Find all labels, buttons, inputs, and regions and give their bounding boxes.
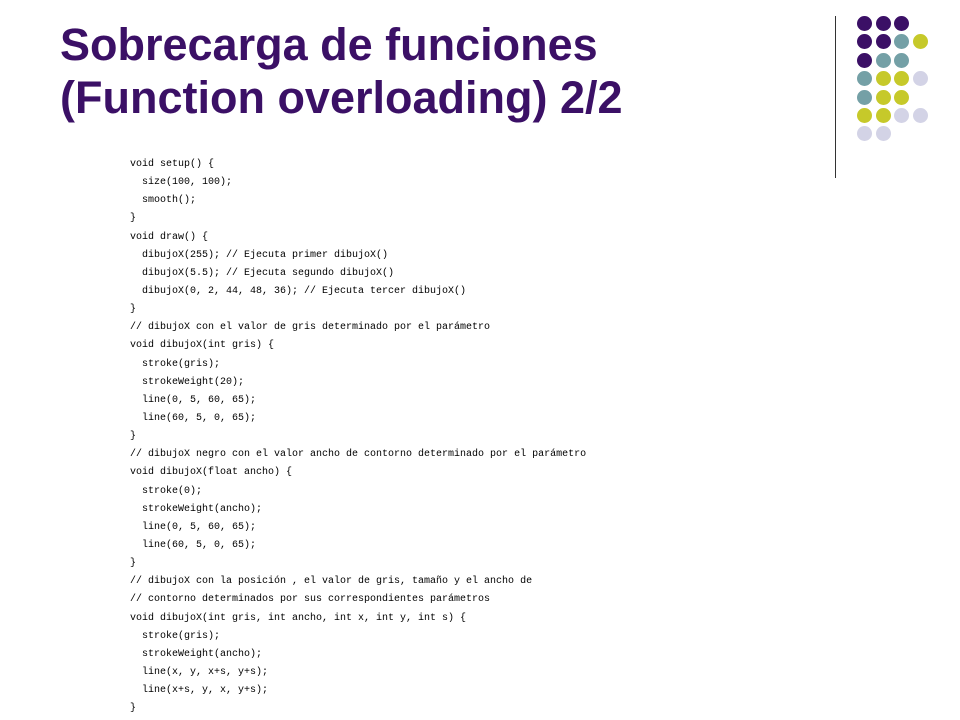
decorative-dot — [913, 108, 928, 123]
code-line: smooth(); — [130, 195, 197, 207]
decorative-dot — [913, 34, 928, 49]
code-line: size(100, 100); — [130, 177, 233, 189]
decorative-dot — [876, 16, 891, 31]
code-line: void dibujoX(int gris) { — [130, 340, 275, 352]
code-line: // dibujoX con la posición , el valor de gris, tamaño y el ancho de — [130, 576, 533, 588]
decorative-dot — [857, 16, 872, 31]
code-listing — [130, 156, 940, 718]
code-line: line(0, 5, 60, 65); — [130, 394, 257, 406]
code-line: void dibujoX(float ancho) { — [130, 467, 293, 479]
decorative-dot — [894, 71, 909, 86]
code-line: // dibujoX con el valor de gris determinado por el parámetro — [130, 322, 491, 334]
decorative-dot — [857, 71, 872, 86]
code-line: } — [130, 703, 137, 715]
code-line: void dibujoX(int gris, int ancho, int x, int y, int s) { — [130, 612, 467, 624]
decorative-dot — [876, 53, 891, 68]
code-line: void draw() { — [130, 231, 209, 243]
code-line: } — [130, 431, 137, 443]
decorative-dot — [894, 16, 909, 31]
code-line: line(60, 5, 0, 65); — [130, 412, 257, 424]
code-line: dibujoX(255); // Ejecuta primer dibujoX() — [130, 249, 389, 261]
code-line: line(60, 5, 0, 65); — [130, 539, 257, 551]
decorative-dot — [857, 126, 872, 141]
decorative-dot — [876, 34, 891, 49]
code-line: } — [130, 213, 137, 225]
code-line: dibujoX(0, 2, 44, 48, 36); // Ejecuta tercer dibujoX() — [130, 285, 467, 297]
code-line: stroke(0); — [130, 485, 203, 497]
decorative-dot — [894, 53, 909, 68]
code-line: strokeWeight(ancho); — [130, 648, 263, 660]
code-line: void setup() { — [130, 159, 215, 170]
decorative-dot — [913, 71, 928, 86]
code-line: line(0, 5, 60, 65); — [130, 521, 257, 533]
decorative-dot — [876, 90, 891, 105]
code-line: line(x, y, x+s, y+s); — [130, 666, 269, 678]
code-line: stroke(gris); — [130, 630, 221, 642]
code-line: } — [130, 304, 137, 316]
slide-title-line-2: (Function overloading) 2/2 — [60, 72, 623, 123]
code-line: stroke(gris); — [130, 358, 221, 370]
decorative-dot — [876, 108, 891, 123]
decorative-dot — [876, 126, 891, 141]
code-line: strokeWeight(20); — [130, 376, 245, 388]
decorative-dot — [857, 34, 872, 49]
code-line: // contorno determinados por sus correspondientes parámetros — [130, 594, 491, 606]
code-line: line(x+s, y, x, y+s); — [130, 685, 269, 697]
decorative-dot — [894, 90, 909, 105]
code-line: strokeWeight(ancho); — [130, 503, 263, 515]
decorative-dot — [894, 34, 909, 49]
code-line: // dibujoX negro con el valor ancho de contorno determinado por el parámetro — [130, 449, 587, 461]
decorative-dot — [857, 90, 872, 105]
code-line: dibujoX(5.5); // Ejecuta segundo dibujoX() — [130, 267, 395, 279]
decorative-dot — [876, 71, 891, 86]
decorative-dot — [857, 53, 872, 68]
decorative-dot — [894, 108, 909, 123]
code-line: } — [130, 558, 137, 570]
slide-title-line-1: Sobrecarga de funciones — [60, 19, 598, 70]
decorative-dot — [857, 108, 872, 123]
